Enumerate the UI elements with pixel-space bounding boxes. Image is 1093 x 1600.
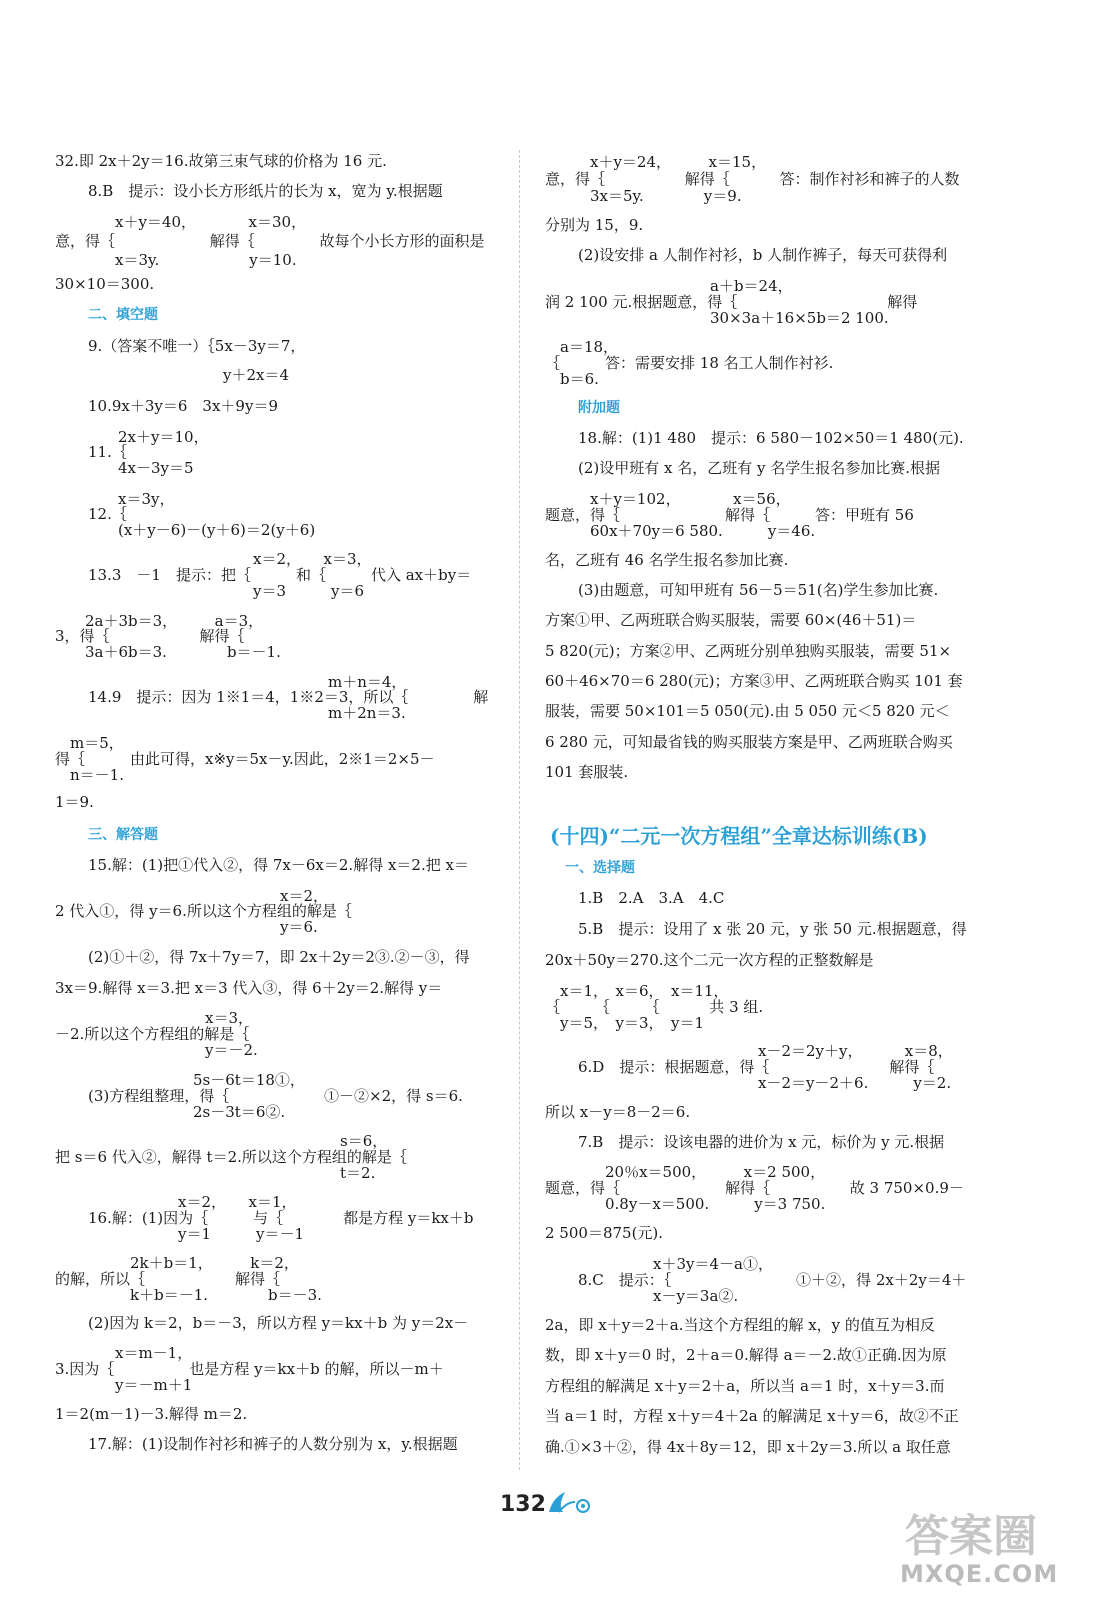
text-line: 5.B 提示：设用了 x 张 20 元，y 张 50 元.根据题意，得	[578, 920, 967, 938]
text-line: x＝1， x＝6， x＝11，	[545, 982, 729, 1000]
text-line: 17.解：(1)设制作衬衫和裤子的人数分别为 x，y.根据题	[88, 1435, 458, 1453]
text-line: x＝3，	[55, 1009, 254, 1027]
text-line: x－2＝2y＋y， x＝8，	[578, 1042, 953, 1060]
text-line: m＋2n＝3.	[88, 704, 406, 722]
chapter-title: (十四)“二元一次方程组”全章达标训练(B)	[550, 824, 928, 848]
text-line: 10.9x＋3y＝6 3x＋9y＝9	[88, 397, 278, 415]
text-line: x＝2， x＝3，	[88, 550, 372, 568]
text-line: (2)因为 k＝2，b＝－3，所以方程 y＝kx＋b 为 y＝2x－	[88, 1314, 469, 1332]
text-line: 当 a＝1 时，方程 x＋y＝4＋2a 的解满足 x＋y＝6，故②不正	[545, 1407, 959, 1425]
decorative-swirl-icon	[545, 1488, 595, 1518]
text-line: 3.因为｛ 也是方程 y＝kx＋b 的解，所以－m＋	[55, 1360, 444, 1378]
text-line: 2a＋3b＝3， a＝3，	[55, 612, 264, 630]
text-line: 2s－3t＝6②.	[88, 1103, 286, 1121]
text-line: 所以 x－y＝8－2＝6.	[545, 1103, 691, 1121]
text-line: 13.3 －1 提示：把｛ 和｛ 代入 ax＋by＝	[88, 566, 472, 584]
text-line: 确.①×3＋②，得 4x＋8y＝12，即 x＋2y＝3.所以 a 取任意	[545, 1438, 951, 1456]
text-line: 2k＋b＝1， k＝2，	[55, 1254, 299, 1272]
text-line: 服装，需要 50×101＝5 050(元).由 5 050 元＜5 820 元＜	[545, 702, 950, 720]
text-line: y＋2x＝4	[88, 366, 290, 384]
watermark-logo: 答案圈	[905, 1511, 1037, 1562]
text-line: 2 代入①，得 y＝6.所以这个方程组的解是｛	[55, 902, 352, 920]
text-line: m＋n＝4，	[88, 673, 407, 691]
text-line: 16.解：(1)因为｛ 与｛ 都是方程 y＝kx＋b	[88, 1209, 474, 1227]
text-line: (2)设甲班有 x 名，乙班有 y 名学生报名参加比赛.根据	[578, 459, 941, 477]
text-line: x＝3y，	[88, 490, 175, 508]
text-line: 数，即 x＋y＝0 时，2＋a＝0.解得 a＝－2.故①正确.因为原	[545, 1346, 947, 1364]
text-line: 60x＋70y＝6 580. y＝46.	[545, 522, 816, 540]
text-line: y＝5， y＝3， y＝1	[545, 1014, 705, 1032]
text-line: (3)由题意，可知甲班有 56－5＝51(名)学生参加比赛.	[578, 581, 939, 599]
text-line: x＋y＝40， x＝30，	[55, 213, 307, 231]
text-line: 7.B 提示：设该电器的进价为 x 元，标价为 y 元.根据	[578, 1133, 945, 1151]
text-line: 101 套服装.	[545, 763, 629, 781]
text-line: x＋y＝24， x＝15，	[545, 153, 767, 171]
text-line: 润 2 100 元.根据题意，得｛ 解得	[545, 293, 918, 311]
text-line: －2.所以这个方程组的解是｛	[55, 1025, 250, 1043]
text-line: 18.解：(1)1 480 提示：6 580－102×50＝1 480(元).	[578, 429, 964, 447]
text-line: b＝6.	[545, 370, 599, 388]
text-line: 9.（答案不唯一）｛5x－3y＝7，	[88, 337, 306, 355]
text-line: 的解，所以｛ 解得｛	[55, 1270, 281, 1288]
text-line: 6 280 元，可知最省钱的购买服装方案是甲、乙两班联合购买	[545, 733, 953, 751]
page-number: 132	[500, 1492, 546, 1517]
text-line: 4x－3y＝5	[88, 459, 194, 477]
text-line: 题意，得｛ 解得｛ 答：甲班有 56	[545, 506, 914, 524]
text-line: 意，得｛ 解得｛ 故每个小长方形的面积是	[55, 232, 485, 250]
text-line: 3x＝5y. y＝9.	[545, 187, 742, 205]
text-line: k＋b＝－1. b＝－3.	[55, 1286, 322, 1304]
text-line: y＝6.	[55, 918, 318, 936]
section-heading-extra: 附加题	[578, 400, 620, 416]
text-line: 把 s＝6 代入②，解得 t＝2.所以这个方程组的解是｛	[55, 1148, 407, 1166]
text-line: 0.8y－x＝500. y＝3 750.	[545, 1195, 826, 1213]
column-divider	[519, 150, 520, 1470]
section-heading-choice: 一、选择题	[565, 860, 635, 876]
text-line: y＝－m＋1	[55, 1376, 193, 1394]
text-line: y＝1 y＝－1	[88, 1225, 305, 1243]
text-line: ｛ 答：需要安排 18 名工人制作衬衫.	[545, 354, 834, 372]
text-line: ｛ ｛ ｛ 共 3 组.	[545, 998, 764, 1016]
text-line: s＝6，	[55, 1132, 388, 1150]
text-line: 30×3a＋16×5b＝2 100.	[545, 309, 889, 327]
text-line: y＝－2.	[55, 1041, 258, 1059]
text-line: 5 820(元)；方案②甲、乙两班分别单独购买服装，需要 51×	[545, 642, 952, 660]
text-line: x＝3y. y＝10.	[55, 251, 297, 269]
text-line: a＝18，	[545, 338, 619, 356]
text-line: 1＝2(m－1)－3.解得 m＝2.	[55, 1405, 248, 1423]
text-line: 得｛ 由此可得，x※y＝5x－y.因此，2※1＝2×5－	[55, 750, 435, 768]
text-line: 3x＝9.解得 x＝3.把 x＝3 代入③，得 6＋2y＝2.解得 y＝	[55, 979, 443, 997]
text-line: 8.B 提示：设小长方形纸片的长为 x，宽为 y.根据题	[88, 182, 443, 200]
text-line: x＋y＝102， x＝56，	[545, 490, 791, 508]
text-line: 名，乙班有 46 名学生报名参加比赛.	[545, 551, 789, 569]
text-line: m＝5，	[55, 734, 124, 752]
text-line: 12.｛	[88, 505, 127, 523]
text-line: x＝2，	[55, 887, 329, 905]
text-line: 30×10＝300.	[55, 275, 155, 293]
section-heading-answer: 三、解答题	[88, 827, 158, 843]
text-line: 20％x＝500， x＝2 500，	[545, 1163, 826, 1181]
text-line: a＋b＝24，	[545, 277, 793, 295]
text-line: 1.B 2.A 3.A 4.C	[578, 889, 725, 907]
section-heading-fill-blank: 二、填空题	[88, 307, 158, 323]
text-line: 3a＋6b＝3. b＝－1.	[55, 643, 281, 661]
text-line: 5s－6t＝18①，	[88, 1071, 305, 1089]
text-line: 6.D 提示：根据题意，得｛ 解得｛	[578, 1058, 935, 1076]
text-line: 20x＋50y＝270.这个二元一次方程的正整数解是	[545, 951, 874, 969]
text-line: 方程组的解满足 x＋y＝2＋a，所以当 a＝1 时，x＋y＝3.而	[545, 1377, 945, 1395]
text-line: 2a，即 x＋y＝2＋a.当这个方程组的解 x，y 的值互为相反	[545, 1316, 935, 1334]
text-line: x＝m－1，	[55, 1344, 193, 1362]
text-line: 2x＋y＝10，	[88, 428, 209, 446]
text-line: 题意，得｛ 解得｛ 故 3 750×0.9－	[545, 1179, 964, 1197]
text-line: x－y＝3a②.	[578, 1287, 739, 1305]
text-line: 意，得｛ 解得｛ 答：制作衬衫和裤子的人数	[545, 170, 960, 188]
text-line: x－2＝y－2＋6. y＝2.	[578, 1074, 952, 1092]
text-line: 方案①甲、乙两班联合购买服装，需要 60×(46＋51)＝	[545, 611, 917, 629]
text-line: 60＋46×70＝6 280(元)；方案③甲、乙两班联合购买 101 套	[545, 672, 963, 690]
text-line: x＋3y＝4－a①，	[578, 1255, 773, 1273]
text-line: 2 500＝875(元).	[545, 1224, 664, 1242]
text-line: (2)设安排 a 人制作衬衫，b 人制作裤子，每天可获得利	[578, 246, 948, 264]
text-line: 3，得｛ 解得｛	[55, 627, 245, 645]
text-line: n＝－1.	[55, 766, 124, 784]
text-line: (3)方程组整理，得｛ ①－②×2，得 s＝6.	[88, 1087, 463, 1105]
text-line: 14.9 提示：因为 1※1＝4，1※2＝3，所以｛ 解	[88, 688, 489, 706]
text-line: t＝2.	[55, 1164, 376, 1182]
watermark-site: MXQE.COM	[900, 1560, 1059, 1588]
text-line: y＝3 y＝6	[88, 582, 365, 600]
text-line: 分别为 15，9.	[545, 216, 644, 234]
text-line: (x＋y－6)－(y＋6)＝2(y＋6)	[88, 521, 316, 539]
text-line: (2)①＋②，得 7x＋7y＝7，即 2x＋2y＝2③.②－③，得	[88, 948, 470, 966]
text-line: 32.即 2x＋2y＝16.故第三束气球的价格为 16 元.	[55, 152, 387, 170]
text-line: 11.｛	[88, 443, 127, 461]
text-line: 1＝9.	[55, 793, 94, 811]
text-line: x＝2， x＝1，	[88, 1193, 297, 1211]
text-line: 15.解：(1)把①代入②，得 7x－6x＝2.解得 x＝2.把 x＝	[88, 856, 469, 874]
text-line: 8.C 提示：｛ ①＋②，得 2x＋2y＝4＋	[578, 1271, 967, 1289]
